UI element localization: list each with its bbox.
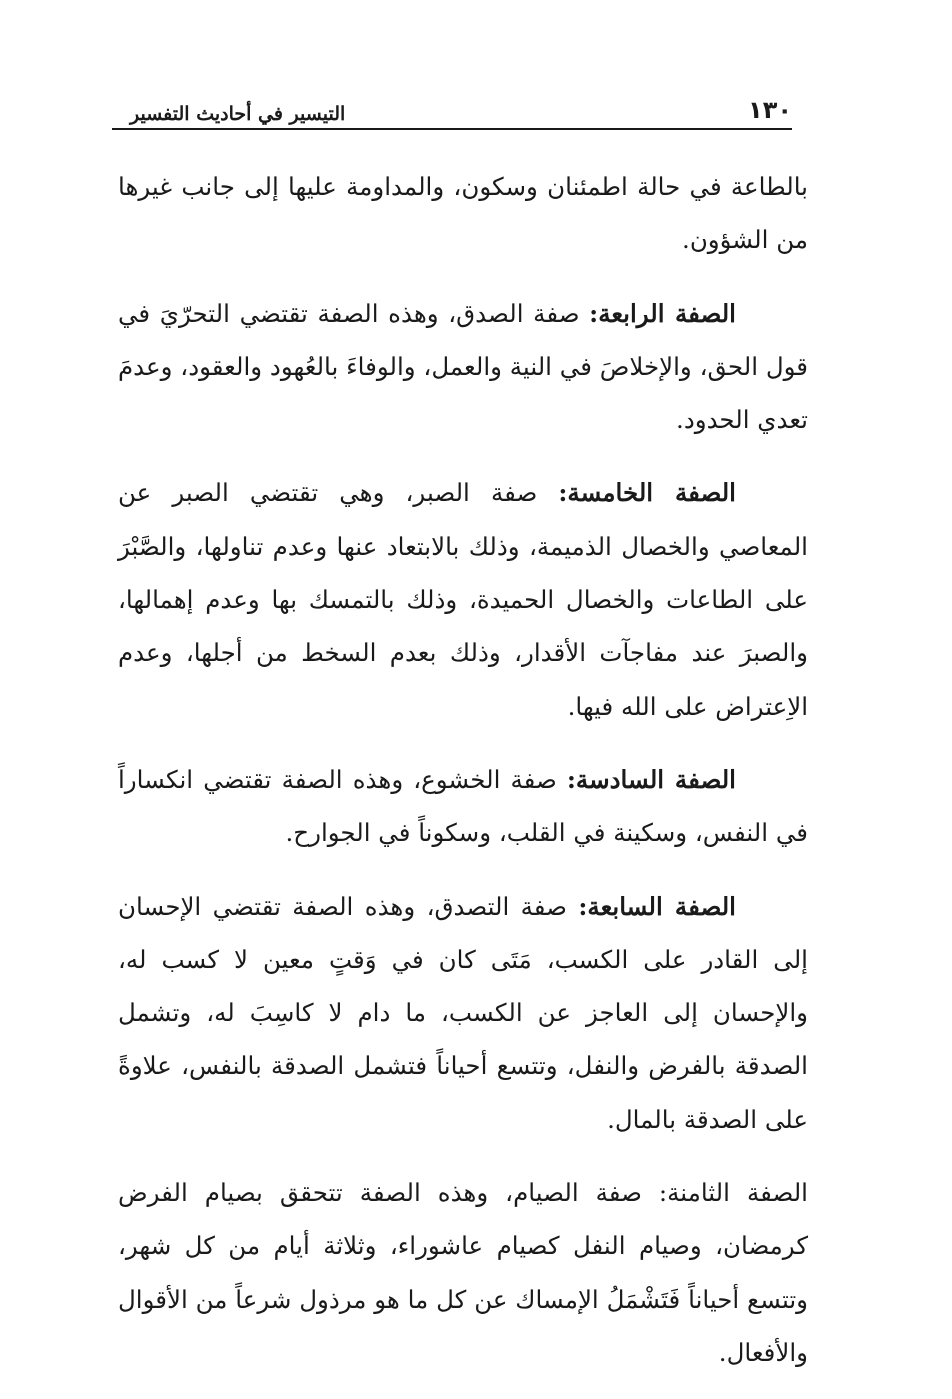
paragraph-1 [118,160,808,267]
paragraph-3 [118,466,808,732]
paragraph-2 [118,287,808,447]
paragraph-6 [118,1166,808,1379]
paragraph-3-text: صفة الصبر، وهي تقتضي الصبر عن المعاصي والخصال الذميمة، وذلك بالابتعاد عنها وعدم تناولها، والصَّبْرَ على الطاعات والخصال الحميدة، وذلك بالتمسك بها وعدم إهمالها، والصبرَ عند مفاجآت الأقدار، وذلك بعدم السخط من أجلها، وعدم الاِعتراض على الله فيها. [118,478,808,721]
paragraph-5 [118,880,808,1146]
paragraph-4 [118,753,808,860]
paragraph-1-text: بالطاعة في حالة اطمئنان وسكون، والمداومة عليها إلى جانب غيرها من الشؤون. [118,172,808,255]
book-title: التيسير في أحاديث التفسير [130,103,346,125]
paragraph-6-text: الصفة الثامنة: صفة الصيام، وهذه الصفة تتحقق بصيام الفرض كرمضان، وصيام النفل كصيام عاشوراء، وثلاثة أيام من كل شهر، وتتسع أحياناً فَتَشْمَلُ الإمساك عن كل ما هو مرذول شرعاً من الأقوال والأفعال. [118,1178,808,1367]
page-number: ١٣٠ [748,96,792,124]
paragraph-2-text: صفة الصدق، وهذه الصفة تقتضي التحرّيَ في قول الحق، والإخلاصَ في النية والعمل، والوفاءَ بالعُهود والعقود، وعدمَ تعدي الحدود. [118,298,808,435]
paragraph-4-text: صفة الخشوع، وهذه الصفة تقتضي انكساراً في النفس، وسكينة في القلب، وسكوناً في الجوارح. [118,764,808,848]
body-text [118,160,808,1399]
paragraph-4-heading: الصفة السادسة: [566,764,736,794]
paragraph-5-heading: الصفة السابعة: [578,891,736,921]
running-header [112,92,792,130]
paragraph-3-heading: الصفة الخامسة: [558,478,736,508]
paragraph-2-heading: الصفة الرابعة: [589,298,736,328]
paragraph-5-text: صفة التصدق، وهذه الصفة تقتضي الإحسان إلى القادر على الكسب، مَتَى كان في وَقتٍ معين لا كسب له، والإحسان إلى العاجز عن الكسب، ما دام لا كاسِبَ له، وتشمل الصدقة بالفرض والنفل، وتتسع أحياناً فتشمل الصدقة بالنفس، علاوةً على الصدقة بالمال. [118,891,808,1134]
